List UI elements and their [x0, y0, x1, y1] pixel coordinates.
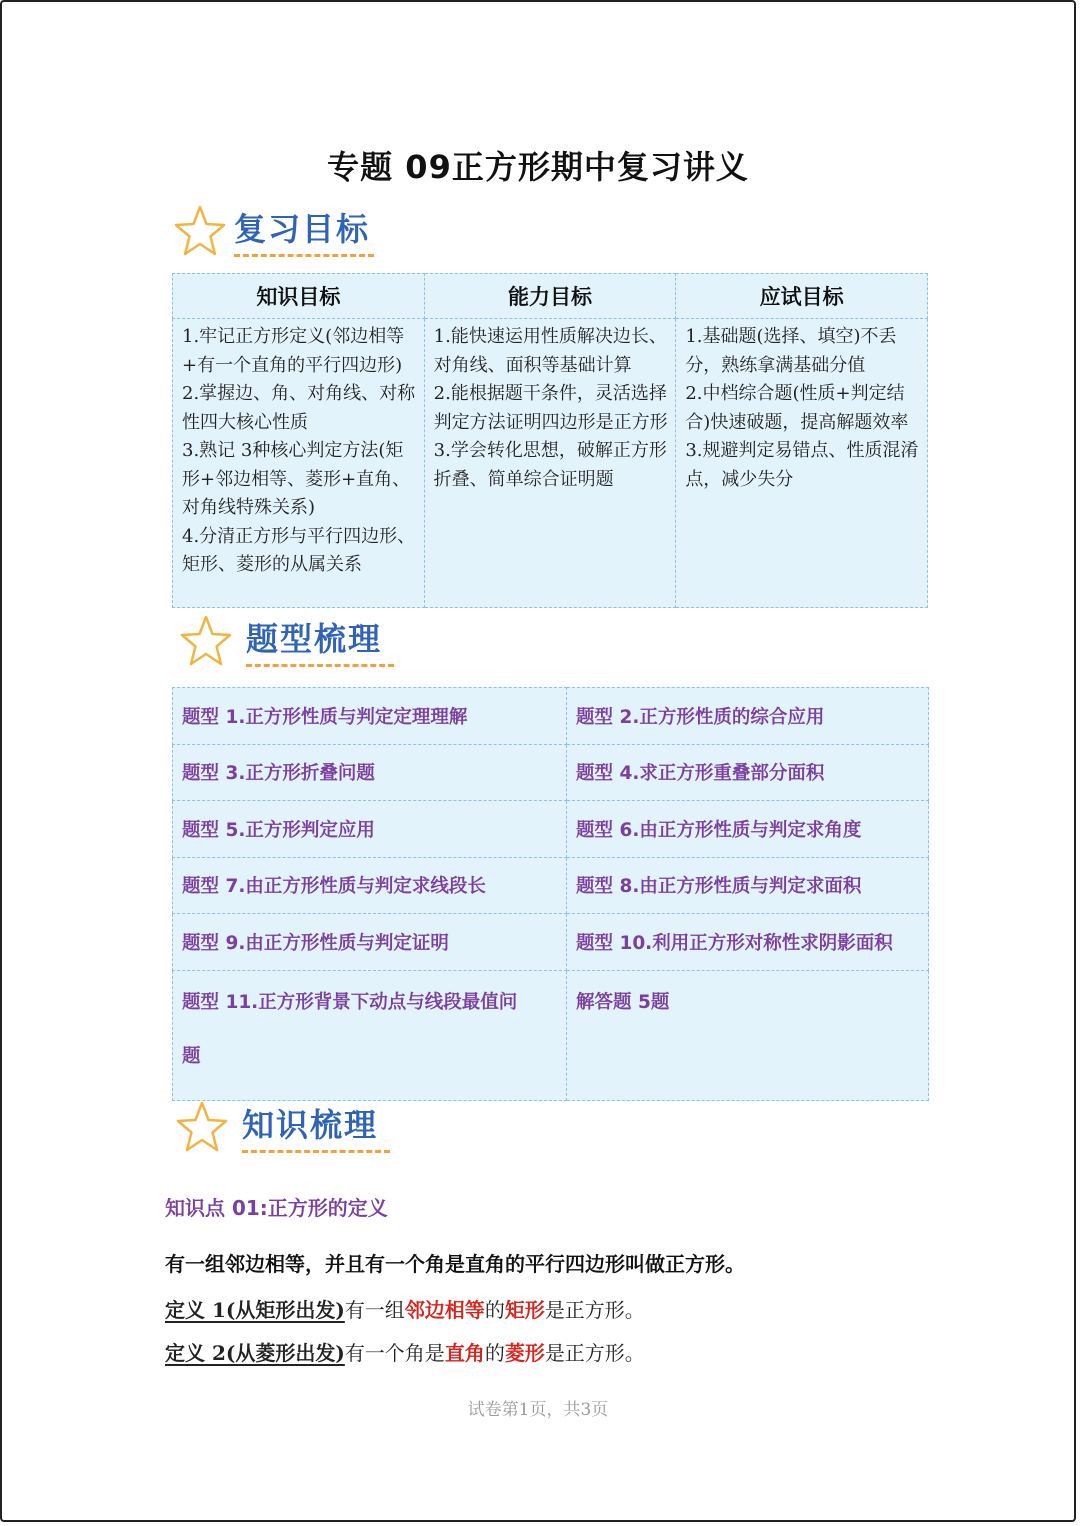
type-item: 解答题 5题	[567, 970, 929, 1100]
section-review-goals	[172, 204, 412, 268]
section-title: 题型梳理	[246, 620, 383, 658]
definition-highlight: 邻边相等	[404, 1298, 485, 1322]
section-knowledge	[174, 1100, 414, 1164]
definition-1	[165, 1294, 645, 1323]
definition-highlight: 菱形	[504, 1341, 545, 1365]
goal-item: 2.能根据题干条件，灵活选择判定方法证明四边形是正方形	[433, 383, 668, 433]
section-underline	[242, 1150, 390, 1153]
definition-text: 是正方形。	[544, 1298, 645, 1322]
definition-label: 定义 1(从矩形出发)	[165, 1298, 345, 1322]
definition-text: 是正方形。	[544, 1341, 645, 1365]
type-item	[173, 970, 567, 1100]
goals-cell-ability	[424, 319, 676, 608]
question-types-table	[172, 687, 929, 1101]
definition-text: 的	[484, 1341, 505, 1365]
goal-item: 1.牢记正方形定义(邻边相等+有一个直角的平行四边形)	[182, 326, 405, 376]
table-row	[173, 857, 929, 914]
goal-item: 2.掌握边、角、对角线、对称性四大核心性质	[182, 383, 416, 433]
goal-item: 1.能快速运用性质解决边长、对角线、面积等基础计算	[433, 326, 667, 376]
type-item: 题型 9.由正方形性质与判定证明	[173, 914, 567, 971]
table-row	[173, 744, 929, 801]
definition-highlight: 直角	[444, 1341, 485, 1365]
table-row	[173, 801, 929, 858]
type-item: 题型 7.由正方形性质与判定求线段长	[173, 857, 567, 914]
section-title: 复习目标	[234, 210, 371, 248]
type-item: 题型 2.正方形性质的综合应用	[567, 688, 929, 745]
type-item-line: 题	[182, 1045, 201, 1067]
goal-item: 3.熟记 3种核心判定方法(矩形+邻边相等、菱形+直角、对角线特殊关系)	[182, 440, 411, 518]
page-title: 专题 09正方形期中复习讲义	[327, 148, 749, 186]
type-item: 题型 6.由正方形性质与判定求角度	[567, 801, 929, 858]
goal-item: 2.中档综合题(性质+判定结合)快速破题，提高解题效率	[685, 383, 909, 433]
goal-item: 4.分清正方形与平行四边形、矩形、菱形的从属关系	[182, 525, 416, 575]
star-icon	[174, 1100, 230, 1156]
definition-highlight: 矩形	[504, 1298, 545, 1322]
table-row	[173, 914, 929, 971]
type-item: 题型 4.求正方形重叠部分面积	[567, 744, 929, 801]
table-row	[173, 970, 929, 1100]
star-icon	[178, 614, 234, 670]
type-item: 题型 3.正方形折叠问题	[173, 744, 567, 801]
goals-header-knowledge: 知识目标	[173, 274, 425, 319]
goals-header-ability: 能力目标	[424, 274, 676, 319]
table-row	[173, 688, 929, 745]
definition-text: 有一组	[344, 1298, 405, 1322]
definition-text: 的	[484, 1298, 505, 1322]
page-footer: 试卷第1页，共3页	[467, 1400, 609, 1420]
section-title: 知识梳理	[242, 1106, 379, 1144]
goal-item: 3.规避判定易错点、性质混淆点，减少失分	[685, 440, 919, 490]
definition-text: 有一个角是	[344, 1341, 445, 1365]
type-item: 题型 1.正方形性质与判定定理理解	[173, 688, 567, 745]
goals-table	[172, 273, 928, 608]
goal-item: 3.学会转化思想，破解正方形折叠、简单综合证明题	[433, 440, 667, 490]
type-item: 题型 10.利用正方形对称性求阴影面积	[567, 914, 929, 971]
goals-cell-knowledge	[173, 319, 425, 608]
definition-label: 定义 2(从菱形出发)	[165, 1341, 345, 1365]
knowledge-point-title: 知识点 01:正方形的定义	[165, 1196, 388, 1220]
section-question-types	[178, 614, 418, 678]
section-underline	[246, 664, 394, 667]
goals-cell-exam	[676, 319, 928, 608]
type-item: 题型 5.正方形判定应用	[173, 801, 567, 858]
goals-header-exam: 应试目标	[676, 274, 928, 319]
definition-2	[165, 1337, 645, 1366]
type-item: 题型 8.由正方形性质与判定求面积	[567, 857, 929, 914]
goal-item: 1.基础题(选择、填空)不丢分，熟练拿满基础分值	[685, 326, 897, 376]
knowledge-point-definition: 有一组邻边相等，并且有一个角是直角的平行四边形叫做正方形。	[165, 1252, 745, 1276]
star-icon	[172, 204, 228, 260]
section-underline	[234, 254, 374, 257]
type-item-line: 题型 11.正方形背景下动点与线段最值问	[182, 991, 518, 1013]
